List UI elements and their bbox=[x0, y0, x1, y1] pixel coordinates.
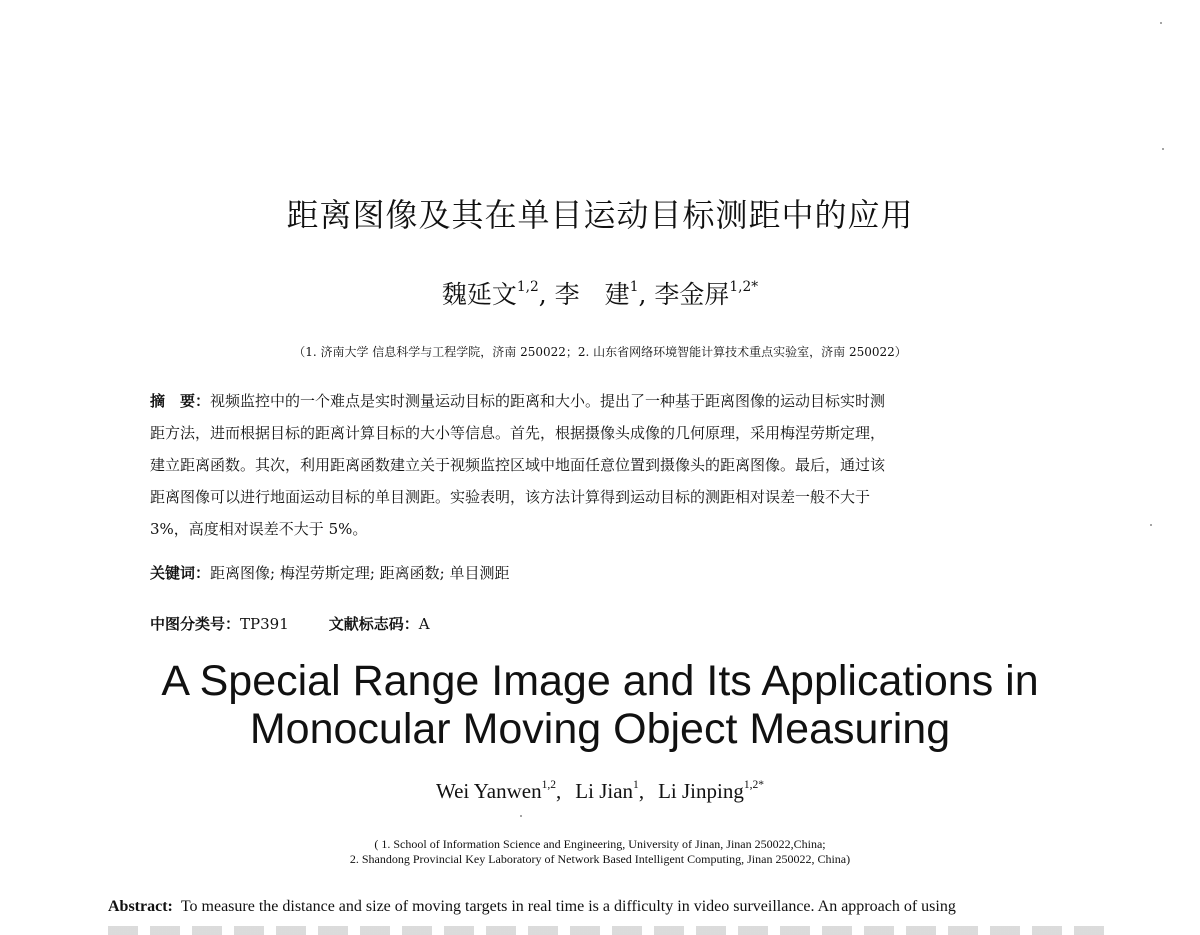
abstract-label: 摘 要： bbox=[150, 392, 211, 410]
author-separator: , bbox=[538, 280, 555, 309]
scan-speck bbox=[1150, 524, 1152, 526]
keywords-label: 关键词： bbox=[150, 564, 211, 582]
abstract-line: 3%，高度相对误差不大于 5%。 bbox=[150, 520, 368, 538]
chinese-title: 距离图像及其在单目运动目标测距中的应用 bbox=[286, 196, 914, 234]
author-affil-sup: 1 bbox=[633, 778, 639, 791]
abstract-line: 距方法，进而根据目标的距离计算目标的大小等信息。首先，根据摄像头成像的几何原理，采用梅涅劳斯定理， bbox=[150, 424, 886, 442]
chinese-authors bbox=[0, 275, 1200, 311]
english-title-line: Monocular Moving Object Measuring bbox=[249, 705, 951, 753]
author-name: 魏延文 bbox=[441, 280, 517, 309]
author-affil-sup: 1,2* bbox=[743, 778, 765, 791]
author-name: 李 建 bbox=[554, 280, 630, 309]
scan-speck bbox=[1160, 22, 1162, 24]
abstract-text: To measure the distance and size of moving targets in real time is a difficulty in video surveillance. An approach of using bbox=[180, 898, 956, 915]
abstract-label: Abstract: bbox=[108, 898, 173, 915]
author-name: Li Jian bbox=[575, 779, 634, 803]
abstract-line: 建立距离函数。其次，利用距离函数建立关于视频监控区域中地面任意位置到摄像头的距离图像。最后，通过该 bbox=[150, 456, 886, 474]
clc-label: 中图分类号： bbox=[150, 615, 241, 633]
english-title bbox=[0, 657, 1200, 753]
author-name: Li Jinping bbox=[658, 779, 744, 803]
author-affil-sup: 1,2 bbox=[541, 778, 557, 791]
clc-value: TP391 bbox=[240, 615, 289, 633]
abstract-text: 视频监控中的一个难点是实时测量运动目标的距离和大小。提出了一种基于距离图像的运动目标实时测 bbox=[210, 392, 886, 410]
chinese-keywords bbox=[150, 562, 509, 583]
english-abstract bbox=[108, 898, 1108, 916]
abstract-line: 距离图像可以进行地面运动目标的单目测距。实验表明，该方法计算得到运动目标的测距相对误差一般不大于 bbox=[150, 488, 871, 506]
english-authors: Wei Yanwen$^{1,2}$, Li Jian$^1$, Li Jinping$^{1,2*}$ bbox=[435, 778, 765, 803]
english-affiliation bbox=[0, 837, 1200, 867]
chinese-abstract bbox=[150, 385, 1058, 545]
author-name: 李金屏 bbox=[654, 280, 730, 309]
cropped-text-line bbox=[108, 926, 1108, 935]
doc-code-value: A bbox=[418, 615, 430, 633]
author-affil-sup: 1,2 bbox=[516, 278, 539, 295]
abstract-line bbox=[150, 385, 1058, 417]
author-affil-sup: 1 bbox=[629, 278, 639, 295]
english-title-line: A Special Range Image and Its Applications in bbox=[161, 657, 1039, 705]
doc-code-label: 文献标志码： bbox=[328, 615, 419, 633]
affiliation-line: 2. Shandong Provincial Key Laboratory of Network Based Intelligent Computing, Jinan 250022, China) bbox=[349, 852, 851, 866]
keywords-text: 距离图像; 梅涅劳斯定理; 距离函数; 单目测距 bbox=[210, 564, 510, 582]
affiliation-line: ( 1. School of Information Science and Engineering, University of Jinan, Jinan 250022,China; bbox=[374, 837, 826, 851]
author-affil-sup: 1,2* bbox=[729, 278, 759, 295]
classification-line bbox=[150, 613, 430, 634]
author-name: Wei Yanwen bbox=[435, 779, 542, 803]
chinese-affiliation: （1. 济南大学 信息科学与工程学院，济南 250022；2. 山东省网络环境智能计算技术重点实验室，济南 250022） bbox=[293, 345, 907, 359]
author-separator: , bbox=[638, 280, 655, 309]
scan-speck bbox=[1162, 148, 1164, 150]
scan-speck bbox=[520, 815, 522, 817]
